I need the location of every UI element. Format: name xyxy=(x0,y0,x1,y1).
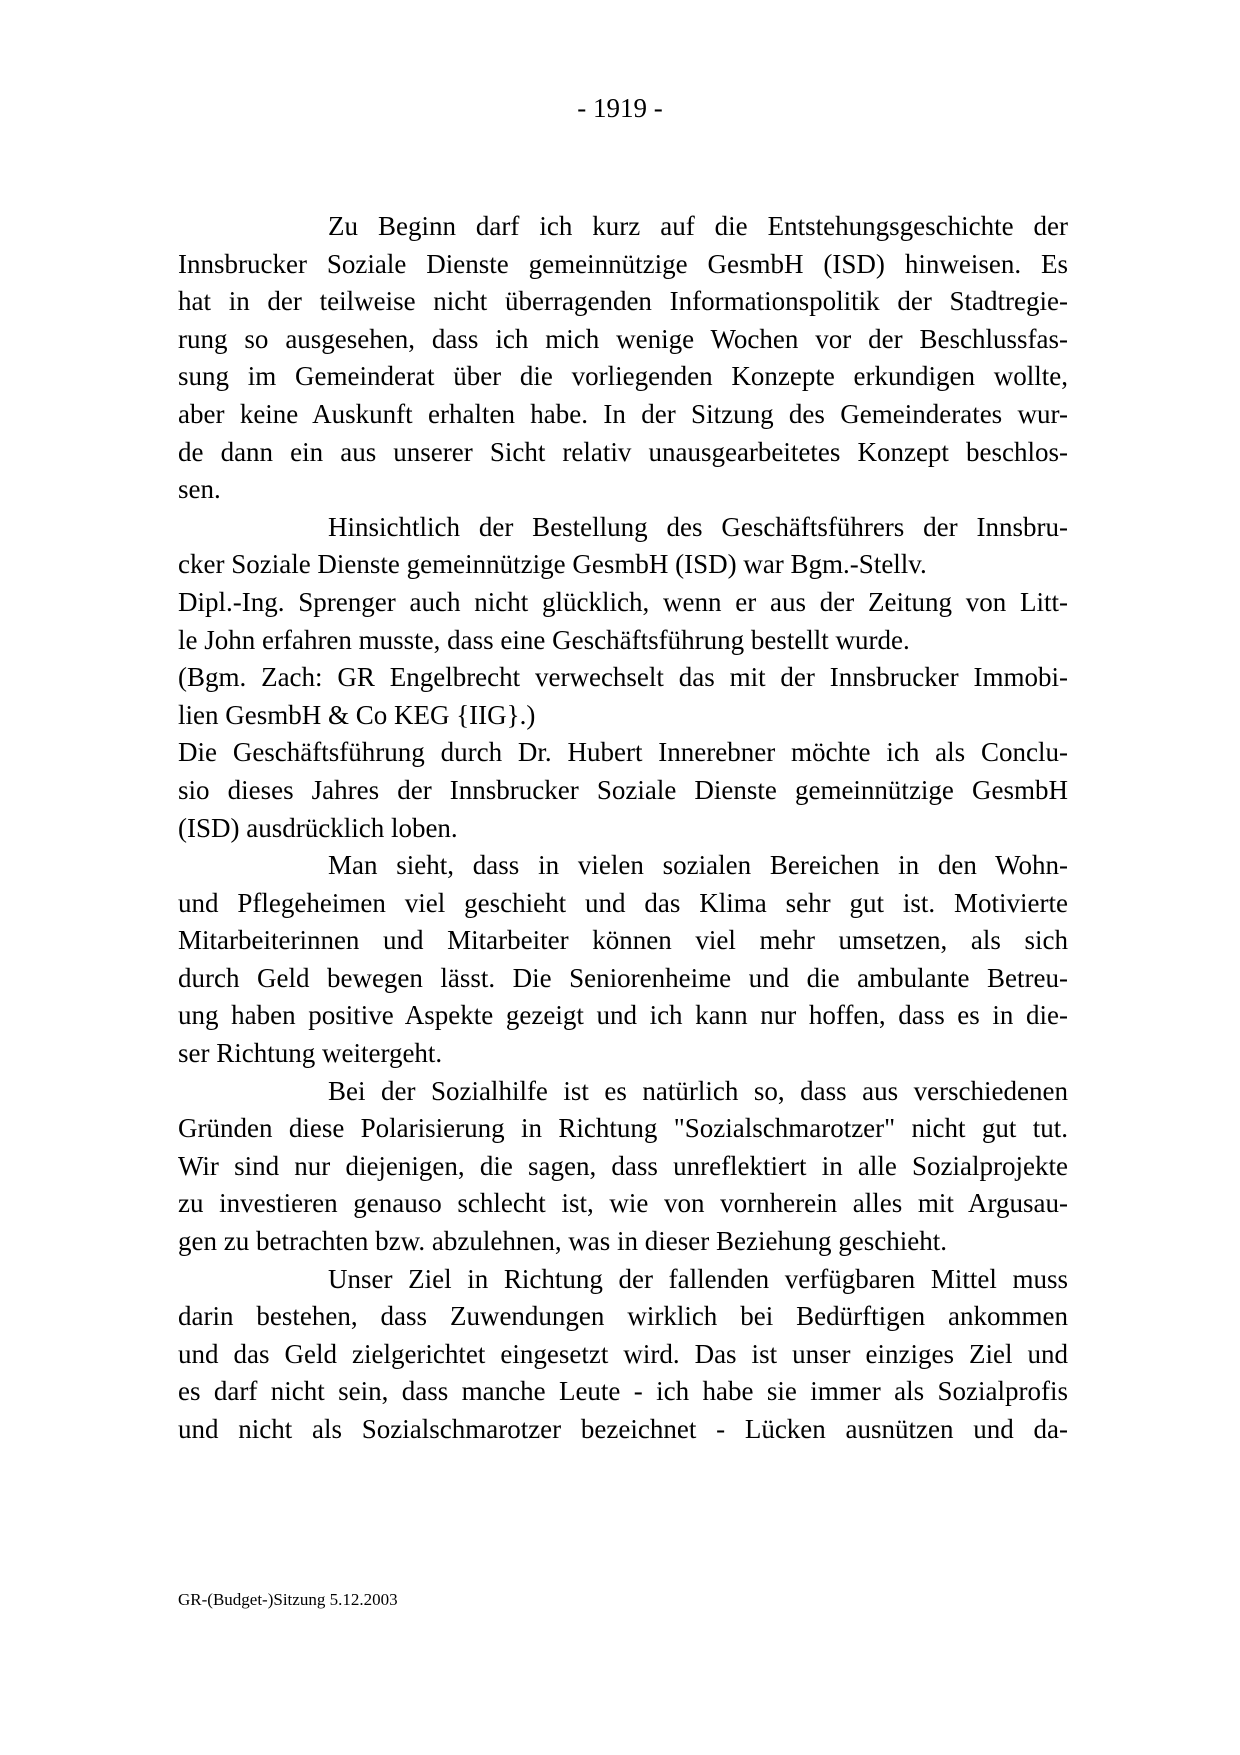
text-line: und nicht als Sozialschmarotzer bezeichnet - Lücken ausnützen und da- xyxy=(178,1414,1068,1444)
text-line: es darf nicht sein, dass manche Leute - ich habe sie immer als Sozialprofis xyxy=(178,1376,1068,1407)
text-line: Man sieht, dass in vielen sozialen Bereichen in den Wohn- xyxy=(328,850,1068,881)
text-line: Unser Ziel in Richtung der fallenden verfügbaren Mittel muss xyxy=(328,1263,1068,1294)
text-line: Dipl.-Ing. Sprenger auch nicht glücklich, wenn er aus der Zeitung von Litt- xyxy=(178,586,1068,617)
text-line: hat in der teilweise nicht überragenden Informationspolitik der Stadtregie- xyxy=(178,286,1068,317)
text-line: und Pflegeheimen viel geschieht und das Klima sehr gut ist. Motivierte xyxy=(178,887,1068,918)
text-line: zu investieren genauso schlecht ist, wie von vornherein alles mit Argusau- xyxy=(178,1188,1068,1219)
text-line: cker Soziale Dienste gemeinnützige GesmbH (ISD) war Bgm.-Stellv. xyxy=(178,549,927,580)
text-line: sio dieses Jahres der Innsbrucker Soziale Dienste gemeinnützige GesmbH xyxy=(178,774,1068,805)
text-line: (ISD) ausdrücklich loben. xyxy=(178,812,458,843)
text-line: Hinsichtlich der Bestellung des Geschäftsführers der Innsbru- xyxy=(328,511,1068,542)
footer-text: GR-(Budget-)Sitzung 5.12.2003 xyxy=(178,1590,398,1609)
text-line: ser Richtung weitergeht. xyxy=(178,1038,443,1069)
body-text xyxy=(178,208,1068,1449)
text-line: le John erfahren musste, dass eine Geschäftsführung bestellt wurde. xyxy=(178,624,910,655)
text-line: Innsbrucker Soziale Dienste gemeinnützige GesmbH (ISD) hinweisen. Es xyxy=(178,248,1068,279)
page-number: - 1919 - xyxy=(577,93,663,123)
text-line: ung haben positive Aspekte gezeigt und ich kann nur hoffen, dass es in die- xyxy=(178,1000,1068,1031)
text-line: aber keine Auskunft erhalten habe. In der Sitzung des Gemeinderates wur- xyxy=(178,398,1068,429)
text-line: durch Geld bewegen lässt. Die Seniorenheime und die ambulante Betreu- xyxy=(178,962,1068,993)
interjection-line: (Bgm. Zach: GR Engelbrecht verwechselt das mit der Innsbrucker Immobi- xyxy=(178,662,1068,693)
text-line: Bei der Sozialhilfe ist es natürlich so, dass aus verschiedenen xyxy=(328,1075,1068,1106)
text-line: de dann ein aus unserer Sicht relativ unausgearbeitetes Konzept beschlos- xyxy=(178,436,1068,467)
text-line: Wir sind nur diejenigen, die sagen, dass unreflektiert in alle Sozialprojekte xyxy=(178,1150,1068,1181)
text-line: sung im Gemeinderat über die vorliegenden Konzepte erkundigen wollte, xyxy=(178,361,1068,392)
text-line: Die Geschäftsführung durch Dr. Hubert Innerebner möchte ich als Conclu- xyxy=(178,737,1068,768)
text-line: darin bestehen, dass Zuwendungen wirklich bei Bedürftigen ankommen xyxy=(178,1301,1068,1332)
text-line: gen zu betrachten bzw. abzulehnen, was in dieser Beziehung geschieht. xyxy=(178,1226,947,1257)
interjection-line: lien GesmbH & Co KEG {IIG}.) xyxy=(178,699,536,730)
text-line: Mitarbeiterinnen und Mitarbeiter können viel mehr umsetzen, als sich xyxy=(178,925,1068,956)
text-line: Gründen diese Polarisierung in Richtung "Sozialschmarotzer" nicht gut tut. xyxy=(178,1113,1068,1144)
text-line: Zu Beginn darf ich kurz auf die Entstehungsgeschichte der xyxy=(328,211,1068,241)
text-line: und das Geld zielgerichtet eingesetzt wird. Das ist unser einziges Ziel und xyxy=(178,1338,1068,1369)
text-line: rung so ausgesehen, dass ich mich wenige Wochen vor der Beschlussfas- xyxy=(178,323,1068,354)
text-line: sen. xyxy=(178,474,221,505)
